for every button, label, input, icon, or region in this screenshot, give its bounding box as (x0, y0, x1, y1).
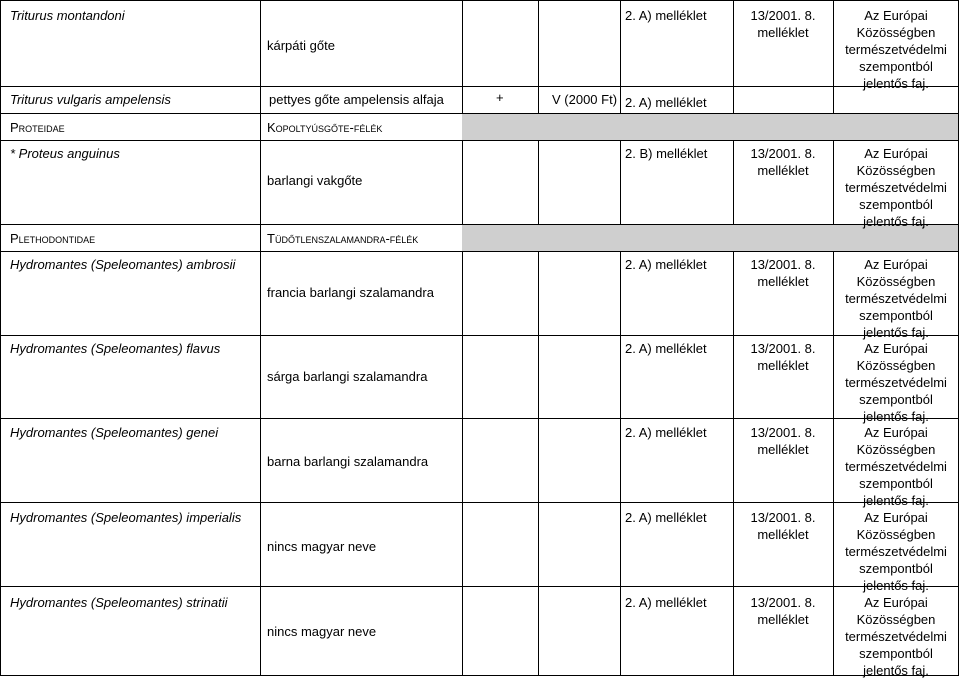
table-rule (833, 251, 834, 676)
annex-reference: 2. B) melléklet (625, 146, 708, 161)
table-rule (833, 140, 834, 224)
scientific-name: Hydromantes (Speleomantes) imperialis (10, 510, 242, 525)
common-name: nincs magyar neve (267, 624, 377, 639)
scientific-name: Hydromantes (Speleomantes) flavus (10, 341, 221, 356)
eu-status: Az Európai Közösségben természetvédelmi szempontból jelentős faj. (845, 257, 947, 340)
table-rule (0, 86, 959, 87)
table-rule (733, 0, 734, 113)
table-rule (733, 140, 734, 224)
common-name: pettyes gőte ampelensis alfaja (269, 92, 444, 107)
eu-status: Az Európai Közösségben természetvédelmi szempontból jelentős faj. (845, 8, 947, 91)
common-name: barlangi vakgőte (267, 173, 363, 188)
common-name: kárpáti gőte (267, 38, 335, 53)
table-rule (620, 140, 621, 224)
decree-reference: 13/2001. 8. melléklet (750, 510, 816, 542)
table-rule (0, 0, 1, 676)
table-rule (0, 251, 959, 252)
scientific-name: Hydromantes (Speleomantes) genei (10, 425, 219, 440)
table-rule (538, 251, 539, 676)
table-rule (462, 0, 463, 113)
family-hungarian-name: Tüdőtlenszalamandra-félék (267, 231, 419, 246)
table-rule (0, 418, 959, 419)
table-rule (0, 224, 959, 225)
scientific-name: * Proteus anguinus (10, 146, 120, 161)
eu-status: Az Európai Közösségben természetvédelmi szempontból jelentős faj. (845, 595, 947, 678)
annex-reference: 2. A) melléklet (625, 95, 707, 110)
scientific-name: Hydromantes (Speleomantes) strinatii (10, 595, 228, 610)
table-rule (462, 251, 463, 676)
annex-reference: 2. A) melléklet (625, 8, 707, 23)
table-rule (462, 140, 463, 224)
table-rule (0, 0, 959, 1)
table-rule (260, 0, 261, 676)
table-rule (0, 335, 959, 336)
family-row-shade (462, 114, 959, 140)
decree-reference: 13/2001. 8. melléklet (750, 257, 816, 289)
common-name: sárga barlangi szalamandra (267, 369, 428, 384)
decree-reference: 13/2001. 8. melléklet (750, 425, 816, 457)
table-rule (833, 0, 834, 113)
table-rule (620, 0, 621, 113)
table-rule (0, 113, 959, 114)
decree-reference: 13/2001. 8. melléklet (750, 8, 816, 40)
table-rule (0, 502, 959, 503)
family-name: Plethodontidae (10, 231, 96, 246)
scientific-name: Hydromantes (Speleomantes) ambrosii (10, 257, 236, 272)
decree-reference: 13/2001. 8. melléklet (750, 341, 816, 373)
table-rule (538, 140, 539, 224)
common-name: barna barlangi szalamandra (267, 454, 429, 469)
annex-reference: 2. A) melléklet (625, 510, 707, 525)
eu-status: Az Európai Közösségben természetvédelmi szempontból jelentős faj. (845, 425, 947, 508)
protection-marker: + (496, 90, 504, 105)
annex-reference: 2. A) melléklet (625, 341, 707, 356)
conservation-value: V (2000 Ft) (552, 92, 618, 107)
table-rule (733, 251, 734, 676)
annex-reference: 2. A) melléklet (625, 595, 707, 610)
common-name: francia barlangi szalamandra (267, 285, 434, 300)
table-rule (620, 251, 621, 676)
eu-status: Az Európai Közösségben természetvédelmi szempontból jelentős faj. (845, 341, 947, 424)
annex-reference: 2. A) melléklet (625, 425, 707, 440)
table-rule (538, 0, 539, 113)
decree-reference: 13/2001. 8. melléklet (750, 595, 816, 627)
family-hungarian-name: Kopoltyúsgőte-félék (267, 120, 383, 135)
annex-reference: 2. A) melléklet (625, 257, 707, 272)
decree-reference: 13/2001. 8. melléklet (750, 146, 816, 178)
eu-status: Az Európai Közösségben természetvédelmi szempontból jelentős faj. (845, 146, 947, 229)
family-name: Proteidae (10, 120, 65, 135)
scientific-name: Triturus vulgaris ampelensis (10, 92, 171, 107)
table-rule (0, 586, 959, 587)
scientific-name: Triturus montandoni (10, 8, 125, 23)
common-name: nincs magyar neve (267, 539, 377, 554)
eu-status: Az Európai Közösségben természetvédelmi szempontból jelentős faj. (845, 510, 947, 593)
table-rule (0, 140, 959, 141)
